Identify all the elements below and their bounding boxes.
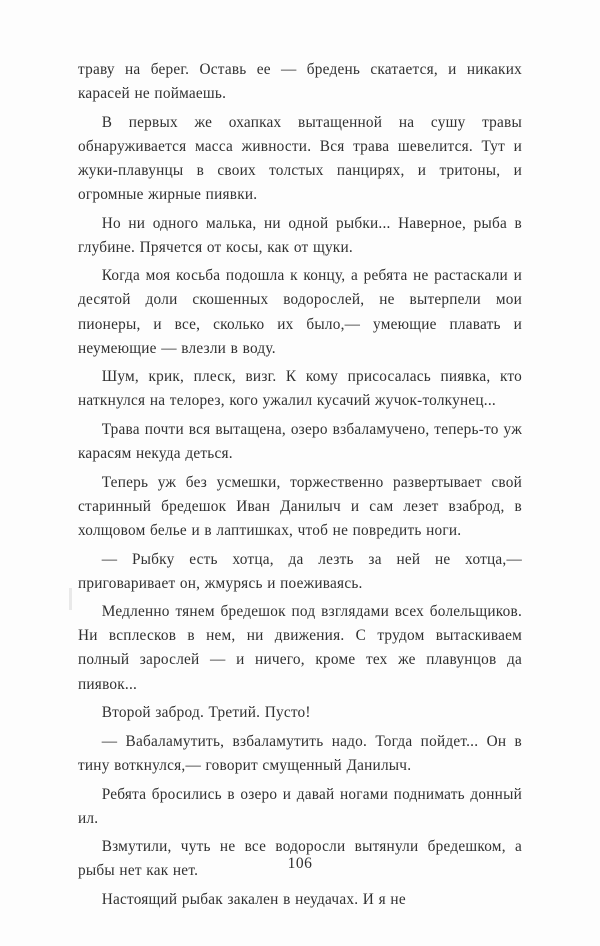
paragraph: траву на берег. Оставь ее — бредень скатается, и никаких карасей не поймаешь. xyxy=(78,61,522,103)
paragraph: Когда моя косьба подошла к концу, а ребята не растаскали и десятой доли скошенных водорослей, не вытерпели мои пионеры, и все, сколько их было,— умеющие плавать и неумеющие — влезли в воду. xyxy=(78,267,522,357)
body-text xyxy=(78,58,522,917)
scan-artifact xyxy=(69,588,72,610)
paragraph: Трава почти вся вытащена, озеро взбаламучено, теперь-то уж карасям некуда деться. xyxy=(78,420,522,463)
paragraph: Теперь уж без усмешки, торжественно развертывает свой старинный бредешок Иван Данилыч и сам лезет взаброд, в холщовом белье и в лаптишках, чтоб не повредить ноги. xyxy=(78,473,522,539)
paragraph: — Вабаламутить, взбаламутить надо. Тогда пойдет... Он в тину воткнулся,— говорит смущенный Данилыч. xyxy=(78,732,522,774)
paragraph: Второй заброд. Третий. Пусто! xyxy=(101,704,311,722)
page-number: 106 xyxy=(287,855,313,872)
paragraph: Медленно тянем бредешок под взглядами всех болельщиков. Ни всплесков в нем, ни движения. С трудом вытаскиваем полный зарослей — и ничего, кроме тех же плавунцов да пиявок... xyxy=(78,603,522,693)
paragraph: Взмутили, чуть не все водоросли вытянули бредешком, а рыбы нет как нет. xyxy=(78,838,522,880)
paragraph: Ребята бросились в озеро и давай ногами поднимать донный ил. xyxy=(78,785,522,827)
paragraph: — Рыбку есть хотца, да лезть за ней не хотца,— приговаривает он, жмурясь и поеживаясь. xyxy=(78,550,522,592)
paragraph: Шум, крик, плеск, визг. К кому присосалась пиявка, кто наткнулся на телорез, кого ужалил кусачий жучок-толкунец... xyxy=(78,368,522,410)
paragraph: Настоящий рыбак закален в неудачах. И я не xyxy=(101,891,406,909)
paragraph: Но ни одного малька, ни одной рыбки... Наверное, рыба в глубине. Прячется от косы, как от щуки. xyxy=(78,214,522,256)
paragraph: В первых же охапках вытащенной на сушу травы обнаруживается масса живности. Вся трава шевелится. Тут и жуки-плавунцы в своих толстых панцирях, и тритоны, и огромные жирные пиявки. xyxy=(78,113,522,203)
